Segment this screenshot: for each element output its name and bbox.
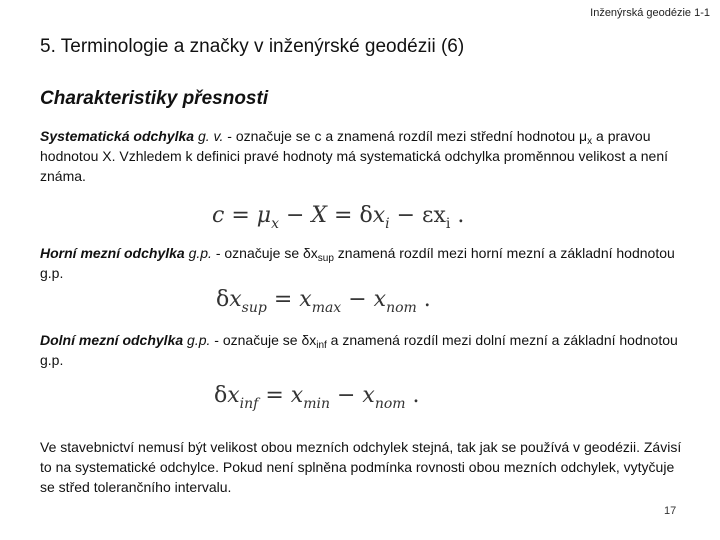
formula1-mu-sub: x (271, 216, 279, 232)
formula2-delta: δ (216, 287, 230, 312)
upper-text-b: znamená rozdíl mezi horní mezní a základní hodnotou g.p. (40, 245, 675, 281)
systematic-deviation-paragraph (40, 126, 690, 186)
systematic-text-a: - označuje se c a znamená rozdíl mezi střední hodnotou (223, 128, 580, 144)
upper-deviation-paragraph (40, 243, 690, 283)
formula1-x: x (372, 203, 386, 228)
formula2-x2: x (299, 287, 312, 312)
lower-sub: inf (316, 340, 327, 351)
systematic-term: Systematická odchylka (40, 128, 195, 144)
lower-deviation-paragraph (40, 330, 690, 370)
formula3-x2-sub: min (303, 396, 330, 412)
formula1-dot: . (450, 203, 465, 228)
lower-text-b: a znamená rozdíl mezi dolní mezní a základní hodnotou g.p. (40, 332, 678, 368)
formula3-x2: x (290, 383, 304, 408)
upper-term: Horní mezní odchylka (40, 245, 185, 261)
formula1-tail: − εx (389, 203, 446, 228)
formula3-x3-sub: nom (374, 396, 406, 412)
systematic-text-b: a pravou hodnotou X. Vzhledem k definici pravé hodnoty má systematická odchylka proměnnou velikost a není známa. (40, 128, 669, 184)
upper-sub: sup (317, 253, 334, 264)
formula3-dot: . (405, 383, 420, 408)
formula3-eq: = (258, 383, 291, 408)
formula2-dot: . (416, 287, 431, 312)
formula2-x3-sub: nom (386, 300, 417, 316)
slide-title: 5. Terminologie a značky v inženýrské geodézii (6) (40, 36, 465, 57)
formula2-minus: − (341, 287, 374, 312)
formula3-x-sub: inf (239, 396, 259, 412)
formula1-tail-sub: i (445, 216, 451, 232)
formula3-x3: x (362, 383, 375, 408)
formula1-c: c (212, 203, 225, 228)
mu-symbol: μ (579, 128, 588, 144)
formula-lower (214, 383, 420, 412)
upper-text-a: - označuje se δx (211, 245, 318, 261)
formula3-delta: δ (214, 383, 228, 408)
formula1-eq1: = (224, 203, 257, 228)
formula1-delta: δ (359, 203, 373, 228)
mu-subscript: x (587, 136, 593, 147)
formula1-minus: − (278, 203, 312, 228)
lower-term: Dolní mezní odchylka (40, 332, 184, 348)
formula2-x: x (229, 287, 242, 312)
header-note: Inženýrská geodézie 1-1 (590, 7, 710, 19)
formula2-x-sub: sup (241, 300, 267, 316)
formula1-x-sub: i (385, 216, 390, 232)
formula1-X: X (311, 203, 328, 228)
formula3-minus: − (329, 383, 363, 408)
page-number: 17 (664, 505, 677, 517)
formula2-x2-sub: max (311, 300, 342, 316)
upper-abbr: g.p. (188, 245, 212, 261)
formula-upper (216, 287, 431, 316)
formula2-eq: = (266, 287, 300, 312)
closing-paragraph: Ve stavebnictví nemusí být velikost obou mezních odchylek stejná, tak jak se používá v geodézii. Závisí to na systematické odchylce. Pokud není splněna podmínka rovnosti obou mezních odchylek, vytyčuje se střed tolerančního intervalu. (40, 439, 682, 495)
lower-abbr: g.p. (187, 332, 211, 348)
formula3-x: x (227, 383, 240, 408)
formula-systematic (212, 203, 465, 232)
formula1-mu: μ (256, 203, 272, 228)
systematic-abbr: g. v. (197, 128, 224, 144)
lower-text-a: - označuje se δx (210, 332, 317, 348)
section-heading: Charakteristiky přesnosti (40, 88, 269, 109)
formula1-eq2: = (327, 203, 360, 228)
formula2-x3: x (373, 287, 387, 312)
